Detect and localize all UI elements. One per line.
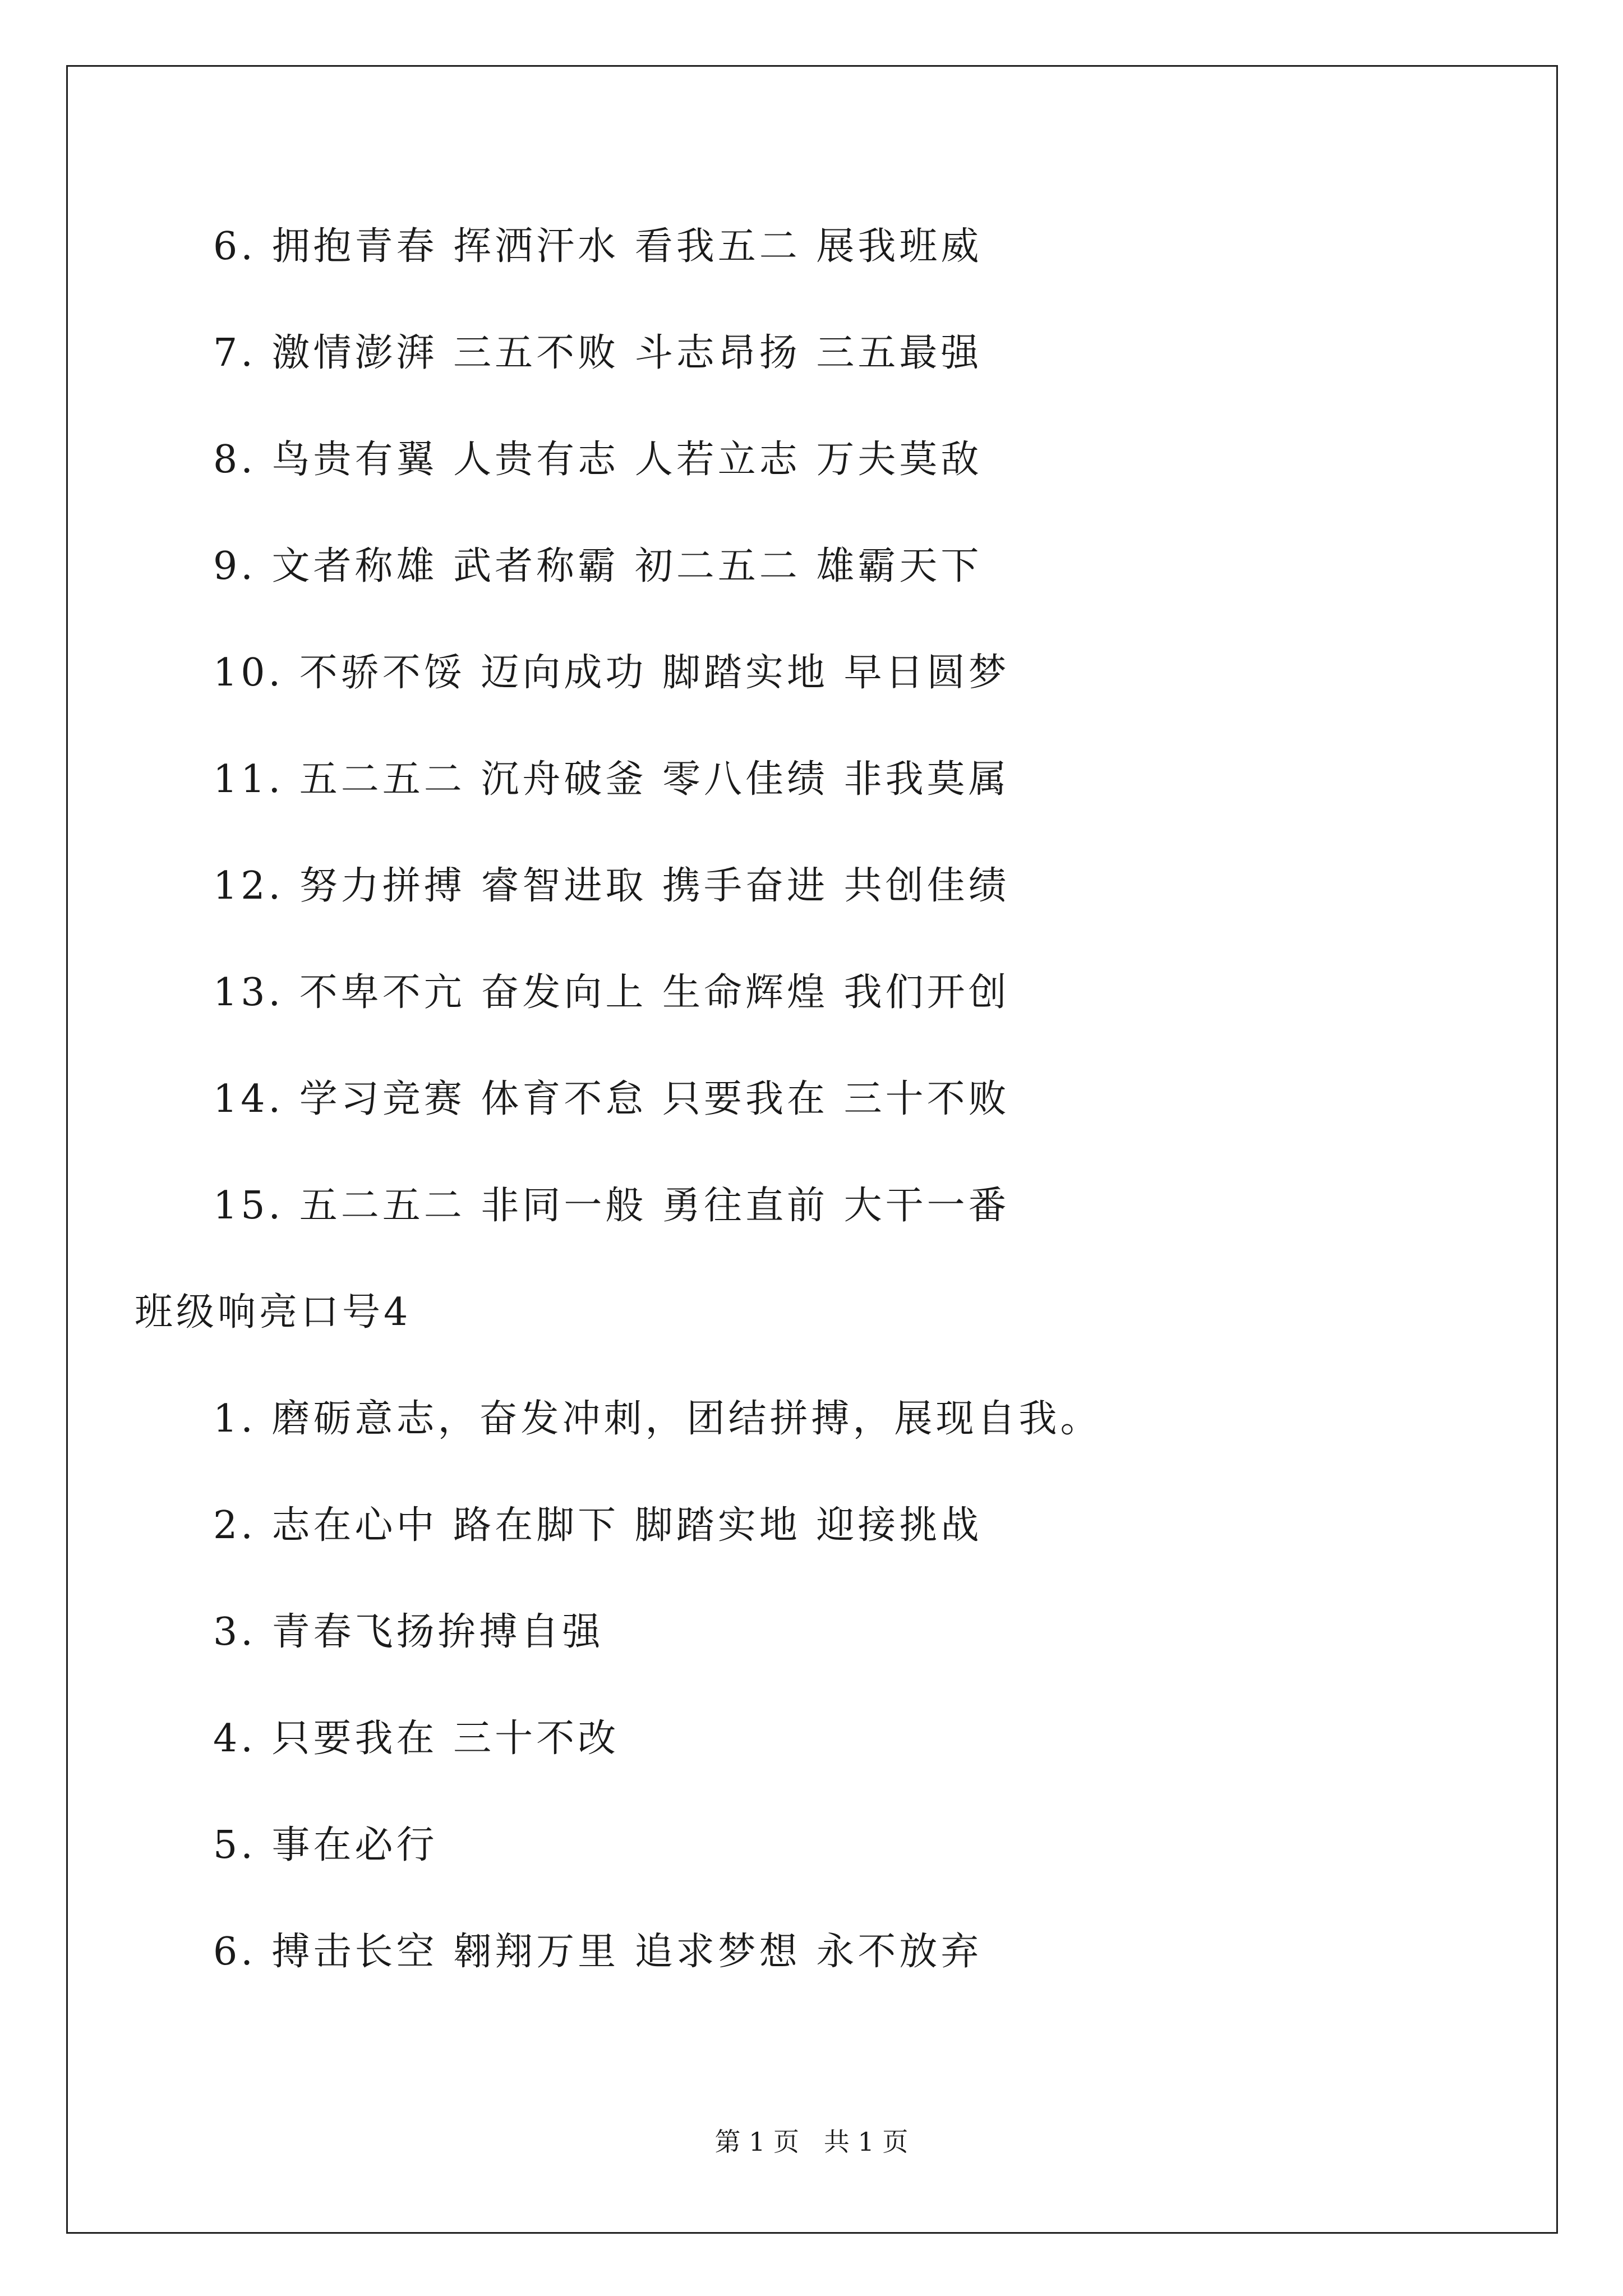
slogan-line: 15. 五二五二 非同一般 勇往直前 大干一番 [213,1184,1010,1228]
slogan-line: 13. 不卑不亢 奋发向上 生命辉煌 我们开创 [213,970,1010,1015]
slogan-line: 3. 青春飞扬拚搏自强 [213,1610,604,1654]
slogan-line: 4. 只要我在 三十不改 [213,1717,620,1761]
page-frame [66,65,1558,2234]
slogan-line: 1. 磨砺意志，奋发冲刺，团结拼搏，展现自我。 [213,1397,1102,1441]
slogan-line: 10. 不骄不馁 迈向成功 脚踏实地 早日圆梦 [213,651,1010,695]
slogan-line: 5. 事在必行 [213,1823,438,1867]
slogan-line: 6. 拥抱青春 挥洒汗水 看我五二 展我班威 [213,224,983,269]
slogan-line: 8. 鸟贵有翼 人贵有志 人若立志 万夫莫敌 [213,438,983,482]
slogan-line: 2. 志在心中 路在脚下 脚踏实地 迎接挑战 [213,1503,983,1548]
slogan-line: 12. 努力拼搏 睿智进取 携手奋进 共创佳绩 [213,864,1010,908]
page-number-footer: 第 1 页 共 1 页 [714,2127,909,2157]
slogan-line: 9. 文者称雄 武者称霸 初二五二 雄霸天下 [213,544,983,588]
slogan-line: 14. 学习竞赛 体育不怠 只要我在 三十不败 [213,1077,1010,1121]
slogan-line: 11. 五二五二 沉舟破釜 零八佳绩 非我莫属 [213,757,1010,802]
section-heading: 班级响亮口号4 [135,1290,412,1335]
slogan-line: 6. 搏击长空 翱翔万里 追求梦想 永不放弃 [213,1930,983,1974]
slogan-line: 7. 激情澎湃 三五不败 斗志昂扬 三五最强 [213,331,983,375]
